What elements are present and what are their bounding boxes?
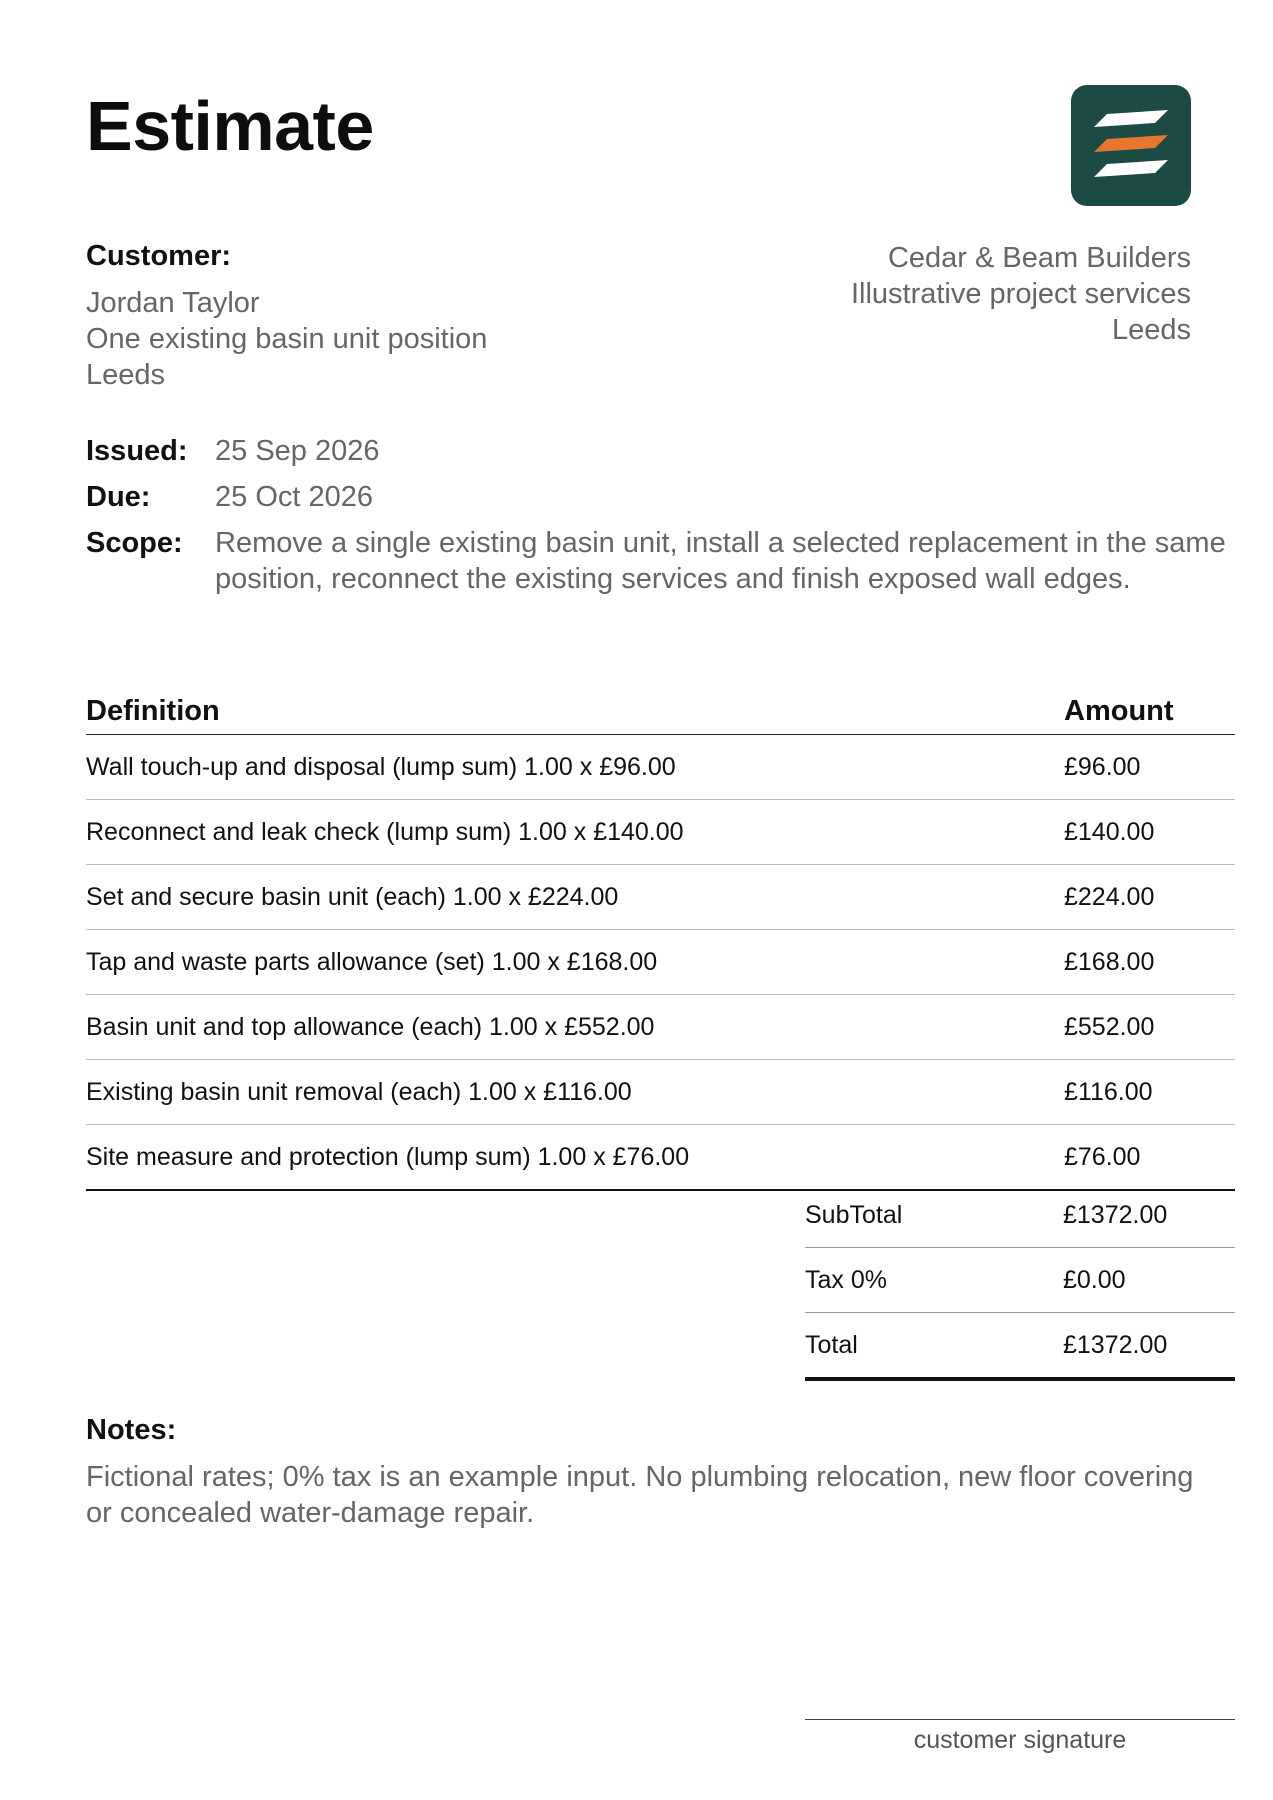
customer-address <box>86 285 487 393</box>
item-amount: £76.00 <box>1064 1142 1141 1171</box>
due-label: Due: <box>86 481 151 513</box>
tax-row <box>805 1248 1235 1313</box>
tax-value: £0.00 <box>1063 1265 1126 1294</box>
subtotal-row <box>805 1183 1235 1248</box>
due-row <box>86 479 1226 515</box>
due-date: 25 Oct 2026 <box>215 481 373 513</box>
subtotal-value: £1372.00 <box>1063 1200 1168 1229</box>
table-row <box>86 800 1235 865</box>
company-city: Leeds <box>1111 314 1191 346</box>
table-header <box>86 688 1235 735</box>
company-info <box>851 240 1191 348</box>
item-definition: Wall touch-up and disposal (lump sum) 1.00 x £96.00 <box>86 752 676 781</box>
item-amount: £552.00 <box>1064 1012 1155 1041</box>
estimate-meta <box>86 433 1226 607</box>
table-row <box>86 995 1235 1060</box>
scope-label: Scope: <box>86 527 183 559</box>
notes-text: Fictional rates; 0% tax is an example input. No plumbing relocation, new floor covering or concealed water-damage repair. <box>86 1461 1194 1529</box>
customer-city: Leeds <box>86 359 166 391</box>
table-body <box>86 735 1235 1191</box>
customer-name: Jordan Taylor <box>86 287 260 319</box>
subtotal-label: SubTotal <box>805 1200 903 1229</box>
tax-label: Tax 0% <box>805 1265 887 1294</box>
customer-label: Customer: <box>86 240 232 272</box>
item-definition: Existing basin unit removal (each) 1.00 x £116.00 <box>86 1077 632 1106</box>
table-row <box>86 930 1235 995</box>
item-definition: Tap and waste parts allowance (set) 1.00 x £168.00 <box>86 947 658 976</box>
stacked-layers-icon <box>1071 85 1191 206</box>
item-definition: Reconnect and leak check (lump sum) 1.00 x £140.00 <box>86 817 684 846</box>
issued-row <box>86 433 1226 469</box>
logo-layer-bottom <box>1094 160 1168 177</box>
total-value: £1372.00 <box>1063 1330 1168 1359</box>
scope-text: Remove a single existing basin unit, install a selected replacement in the same position, reconnect the existing services and finish exposed wall edges. <box>215 527 1226 595</box>
logo-layer-middle <box>1094 135 1168 152</box>
line-items-table <box>86 688 1235 1191</box>
scope-row <box>86 525 1226 597</box>
table-row <box>86 735 1235 800</box>
table-row <box>86 1125 1235 1191</box>
definition-header: Definition <box>86 694 220 727</box>
customer-address-line: One existing basin unit position <box>86 323 488 355</box>
table-row <box>86 865 1235 930</box>
item-amount: £168.00 <box>1064 947 1155 976</box>
item-amount: £116.00 <box>1064 1077 1153 1106</box>
page-title: Estimate <box>86 87 374 165</box>
item-definition: Site measure and protection (lump sum) 1.00 x £76.00 <box>86 1142 690 1171</box>
item-amount: £140.00 <box>1064 817 1155 846</box>
logo-layer-top <box>1094 110 1168 127</box>
company-name: Cedar & Beam Builders <box>887 242 1191 274</box>
total-label: Total <box>805 1330 858 1359</box>
signature-label: customer signature <box>913 1726 1127 1754</box>
notes-label: Notes: <box>86 1414 177 1446</box>
table-row <box>86 1060 1235 1125</box>
item-amount: £224.00 <box>1064 882 1155 911</box>
item-definition: Basin unit and top allowance (each) 1.00 x £552.00 <box>86 1012 655 1041</box>
issued-date: 25 Sep 2026 <box>215 435 380 467</box>
totals-table <box>805 1183 1235 1381</box>
issued-label: Issued: <box>86 435 188 467</box>
item-definition: Set and secure basin unit (each) 1.00 x £224.00 <box>86 882 619 911</box>
signature-line <box>805 1719 1235 1720</box>
item-amount: £96.00 <box>1064 752 1141 781</box>
company-tagline: Illustrative project services <box>850 278 1191 310</box>
company-logo <box>1071 85 1191 206</box>
amount-header: Amount <box>1064 694 1174 727</box>
total-row <box>805 1313 1235 1381</box>
